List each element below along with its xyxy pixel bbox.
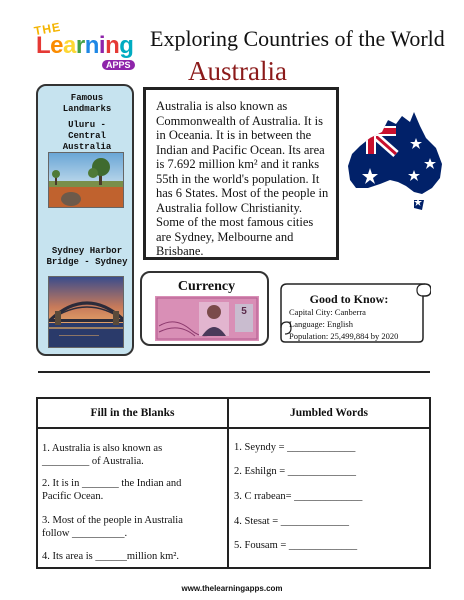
landmarks-panel (36, 84, 134, 356)
column-divider (227, 399, 229, 567)
country-name: Australia (188, 56, 287, 86)
good-to-know-title: Good to Know: (309, 292, 389, 306)
banknote-image (155, 296, 259, 341)
banknote-value: 5 (241, 306, 247, 317)
capital-city: Capital City: Canberra (289, 307, 366, 317)
jumbled-words-heading: Jumbled Words (289, 407, 369, 419)
currency-title: Currency (177, 279, 236, 294)
jumbled-word-4: 4. Stesat = _____________ (234, 516, 350, 527)
logo (30, 19, 138, 76)
fill-question-2: 2. It is in _______ the Indian and Pacific Ocean. (42, 478, 182, 502)
worksheet-table (36, 397, 431, 569)
section-divider (38, 371, 430, 373)
fill-question-4: 4. Its area is ______million km². (42, 551, 180, 562)
header-divider (38, 427, 429, 429)
footer-url: www.thelearningapps.com (181, 584, 283, 593)
jumbled-word-5: 5. Fousam = _____________ (234, 540, 358, 551)
currency-card (140, 271, 269, 346)
logo-the-text: THE (32, 19, 63, 39)
good-to-know-scroll (279, 282, 431, 343)
sydney-harbour-bridge-photo (48, 276, 124, 348)
page-title: Exploring Countries of the World (150, 26, 445, 51)
landmarks-heading: Famous Landmarks (62, 93, 112, 114)
fill-question-1: 1. Australia is also known as _________ of Australia. (42, 443, 163, 467)
fill-blanks-heading: Fill in the Blanks (90, 407, 175, 419)
logo-learning-text: Learning (36, 32, 134, 59)
australia-flag-map (344, 108, 448, 220)
country-description: Australia is also known as Commonwealth of Australia. It is in Oceania. It is in between the Indian and Pacific Ocean. Its area is 7.692 million km² and it ranks 55th in the world's population. It has 6 States. Most of the people in Australia follow Christianity. Some of the most famous cities are Sydney, Melbourne and Brisbane. (143, 87, 339, 260)
fill-question-3: 3. Most of the people in Australia follow __________. (42, 515, 183, 539)
landmark-1-name: Uluru - Central Australia (62, 120, 112, 152)
jumbled-word-3: 3. C rrabean= _____________ (234, 491, 363, 502)
jumbled-word-1: 1. Seyndy = _____________ (234, 442, 356, 453)
logo-apps-badge: APPS (102, 60, 135, 70)
jumbled-word-2: 2. Eshilgn = _____________ (234, 466, 357, 477)
population: Population: 25,499,884 by 2020 (289, 331, 399, 341)
language: Language: English (289, 319, 353, 329)
landmark-2-name: Sydney Harbor Bridge - Sydney (46, 246, 128, 267)
uluru-photo (48, 152, 124, 208)
